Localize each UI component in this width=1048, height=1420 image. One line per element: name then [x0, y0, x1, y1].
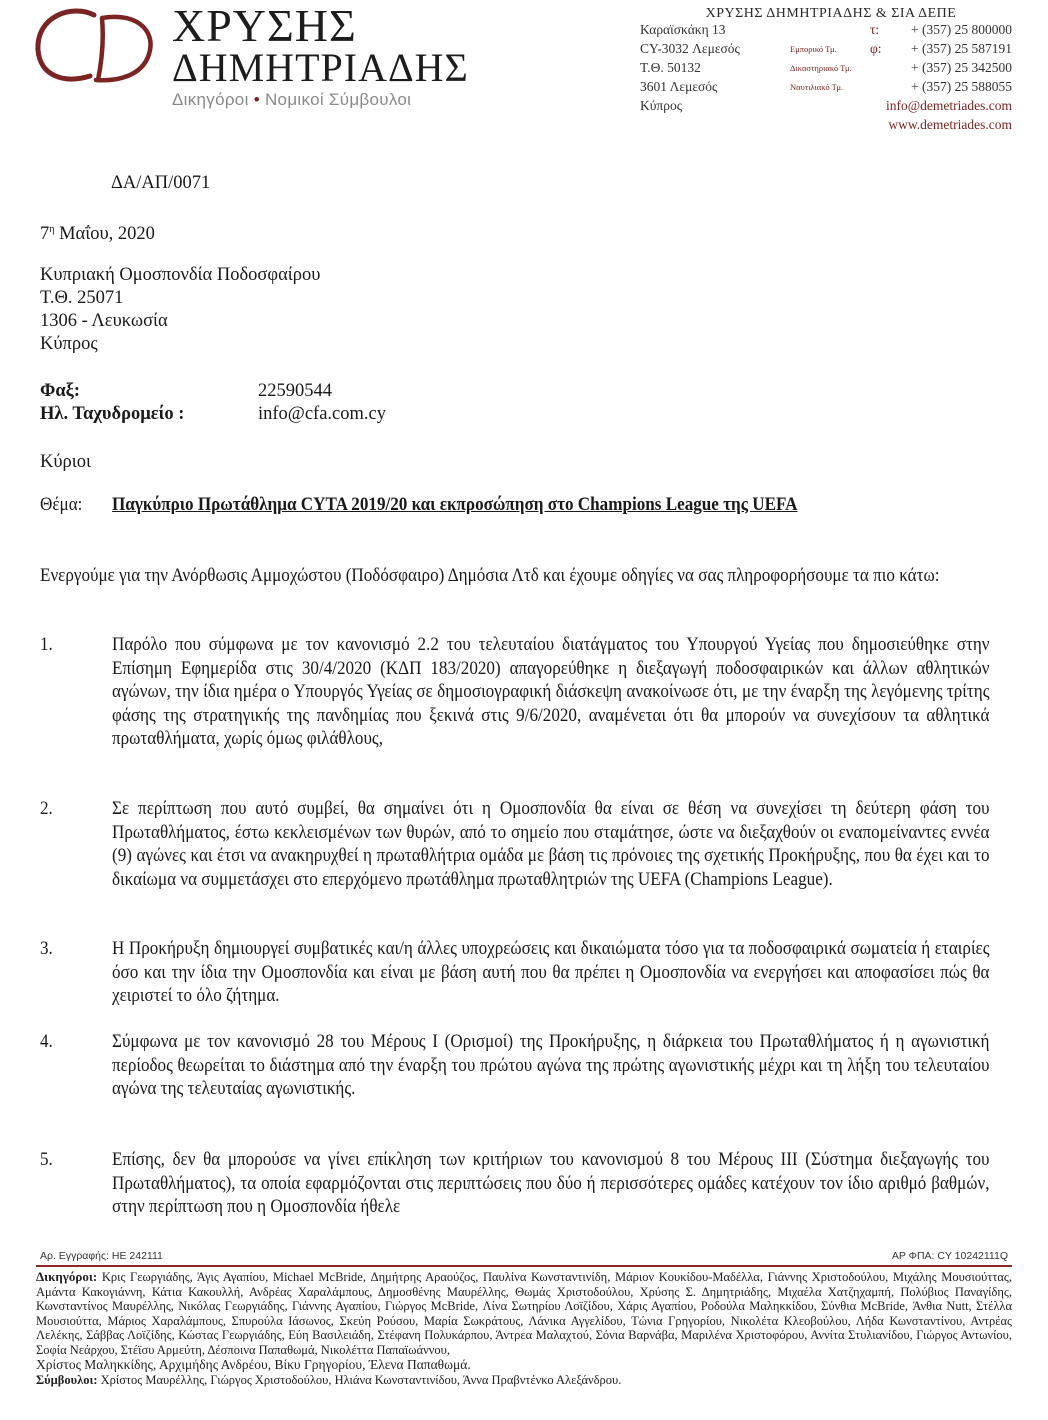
fax-row: [40, 380, 386, 403]
paragraph-text: Η Προκήρυξη δημιουργεί συμβατικές και/η άλλες υποχρεώσεις και δικαιώματα τόσο για τα ποδοσφαιρικά σωματεία ή εταιρίες όσο και την ίδια την Ομοσπονδία και είναι με βάση αυτή που θα πρέπει η Ομοσπονδία να ενεργήσει και αποφασίσει πώς θα χειριστεί το όλο ζήτημα.: [112, 938, 990, 1006]
phone-number: + (357) 25 342500: [911, 60, 1012, 75]
date-rest: Μαΐου, 2020: [54, 224, 155, 244]
advisors-label: Σύμβουλοι:: [36, 1373, 98, 1388]
brand-line-2: ΔΗΜΗΤΡΙΑΔΗΣ: [172, 45, 469, 90]
recipient-line: Τ.Θ. 25071: [40, 288, 124, 308]
reference-number: ΔΑ/ΑΠ/0071: [111, 173, 211, 193]
advisors-names: Χρίστος Μαυρέλλης, Γιώργος Χριστοδούλου, Ηλιάνα Κωνσταντινίδου, Άννα Πραβντένκο Αλεξάνδρου.: [100, 1373, 622, 1388]
paragraph-text: Επίσης, δεν θα μπορούσε να γίνει επίκληση των κριτήριων του κανονισμού 8 του Μέρους ΙΙΙ (Σύστημα διεξαγωγής του Πρωταθλήματος), τα οποία εφαρμόζονται στις περιπτώσεις που δύο ή περισσότερες ομάδες κατέχουν τον ίδιο αριθμό βαθμών, στην περίπτωση που η Ομοσπονδία ήθελε: [112, 1149, 990, 1217]
phone-label: τ:: [870, 22, 880, 37]
department-label: Εμπορικό Τμ.: [790, 44, 837, 54]
address-line: Κύπρος: [640, 98, 683, 113]
email-value[interactable]: info@cfa.com.cy: [258, 404, 386, 424]
date-day: 7: [40, 224, 50, 244]
tagline-separator: •: [253, 90, 260, 109]
paragraph-number: 5.: [40, 1149, 53, 1170]
paragraph-number: 3.: [40, 938, 53, 959]
fax-label: Φαξ:: [40, 381, 81, 401]
footer-divider: [36, 1265, 1012, 1267]
brand-tagline: [172, 90, 469, 110]
address-line: Καραϊσκάκη 13: [640, 22, 726, 37]
address-line: Τ.Θ. 50132: [640, 60, 701, 75]
lawyers-names-tail: Χρίστος Μαληκκίδης, Αρχιμήδης Ανδρέου, Βίκυ Γρηγορίου, Έλενα Παπαθωμά.: [36, 1356, 471, 1372]
contact-row: [640, 41, 1012, 60]
recipient-contacts: [40, 380, 386, 426]
paragraph-number: 4.: [40, 1031, 53, 1052]
contact-row: [640, 60, 1012, 79]
brand-line-1: ΧΡΥΣΗΣ: [172, 0, 357, 51]
firm-contact-block: [640, 6, 1012, 136]
fax-value: 22590544: [258, 381, 332, 401]
paragraph-number: 2.: [40, 798, 53, 819]
phone-number: + (357) 25 587191: [911, 41, 1012, 56]
letter-date: [40, 218, 155, 246]
phone-number: + (357) 25 588055: [911, 79, 1012, 94]
paragraph-text: Παρόλο που σύμφωνα με τον κανονισμό 2.2 του τελευταίου διατάγματος του Υπουργού Υγείας που δημοσιεύθηκε στην Επίσημη Εφημερίδα στις 30/4/2020 (ΚΔΠ 183/2020) απαγορεύθηκε η διεξαγωγή ποδοσφαιρικών και άλλων αθλητικών αγώνων, την ίδια ημέρα ο Υπουργός Υγείας σε δημοσιογραφική διάσκεψη ανακοίνωσε ότι, με την έναρξη της λεγόμενης τρίτης φάσης της στρατηγικής της πανδημίας που ξεκινά στις 9/6/2020, αναμένεται ότι θα μπορούν να συνεχίσουν τα αθλητικά πρωταθλήματα, χωρίς όμως φιλάθλους,: [112, 634, 990, 749]
firm-email-link[interactable]: info@demetriades.com: [885, 98, 1012, 113]
tagline-right: Νομικοί Σύμβουλοι: [264, 90, 412, 109]
paragraph-text: Σύμφωνα με τον κανονισμό 28 του Μέρους Ι (Ορισμοί) της Προκήρυξης, η διάρκεια του Πρωταθλήματος ή η αγωνιστική περίοδος θεωρείται το διάστημα από την έναρξη του πρώτου αγώνα της πρώτης αγωνιστικής μέχρι και τη λήξη του τελευταίου αγώνα της τελευταίας αγωνιστικής.: [112, 1031, 990, 1099]
address-line: CY-3032 Λεμεσός: [640, 41, 740, 56]
cd-monogram-logo-icon: [32, 6, 157, 86]
subject-label: Θέμα:: [40, 494, 83, 515]
lawyers-names: Κρις Γεωργιάδης, Άγις Αγαπίου, Michael McBride, Δημήτρης Αραούζος, Παυλίνα Κωνσταντινίδη, Μάριον Κουκίδου-Μαδέλλα, Γιάννης Χριστοδούλου, Μιχάλης Μουσιούττας, Αμάντα Κακογιάννη, Κάτια Κακουλλή, Ανδρέας Χαραλάμπους, Δημοσθένης Μαυρέλλης, Θωμάς Χριστοδούλου, Χρύσης Σ. Δημητριάδης, Μιχαέλα Χατζηχαμπή, Πολύβιος Παναγίδης, Κωνσταντίνος Μαυρέλλης, Νικόλας Γεωργιάδης, Γιάννης Αγαπίου, Γιώργος McBride, Λίνα Σωτηρίου Λοϊζίδου, Χάρις Αγαπίου, Ροδούλα Μαληκκίδου, Σύνθια McBride, Άνθια Nutt, Στέλλα Μουσιούττα, Μάριος Χαραλάμπους, Σπυρούλα Ιάσωνος, Σκεύη Ρούσου, Μαρία Σωκράτους, Λάνικα Αγγελίδου, Τώνια Γρηγορίου, Νικολέτα Κλεοβούλου, Λήδα Κωνσταντίνου, Αντρέας Λελέκης, Σάββας Λοϊζίδης, Κώστας Γεωργιάδης, Εύη Βασιλειάδη, Στέφανη Πολυκάρπου, Άντρεα Μαλαχτού, Σόνια Βαρνάβα, Μαριλένα Χριστοφόρου, Αννίτα Στυλιανίδου, Γιώργος Αντωνίου, Σοφία Νεάρχου, Στέϊσυ Αρμεύτη, Δέσποινα Παπαθωμά, Νικολέττα Παπαϊωάννου,: [36, 1270, 1013, 1357]
registration-number: Αρ. Εγγραφής: ΗΕ 242111: [40, 1250, 163, 1262]
contact-row: [640, 22, 1012, 41]
advisors-list: [36, 1373, 1012, 1388]
recipient-line: 1306 - Λευκωσία: [40, 311, 168, 331]
lawyers-list: [36, 1270, 1012, 1372]
paragraph-number: 1.: [40, 634, 53, 655]
date-ordinal: η: [49, 224, 55, 235]
tagline-left: Δικηγόροι: [172, 90, 249, 109]
department-label: Ναυτιλιακό Τμ.: [790, 82, 844, 92]
recipient-line: Κυπριακή Ομοσπονδία Ποδοσφαίρου: [40, 265, 321, 285]
registration-row: [36, 1250, 1012, 1263]
contact-row: [640, 98, 1012, 117]
letter-footer: [36, 1250, 1012, 1388]
firm-name: ΧΡΥΣΗΣ ΔΗΜΗΤΡΙΑΔΗΣ & ΣΙΑ ΔΕΠΕ: [705, 6, 957, 21]
phone-number: + (357) 25 800000: [911, 22, 1012, 37]
contact-row: [640, 79, 1012, 98]
intro-paragraph: Ενεργούμε για την Ανόρθωσις Αμμοχώστου (Ποδόσφαιρο) Δημόσια Λτδ και έχουμε οδηγίες να σας πληροφορήσουμε τα πιο κάτω:: [40, 565, 940, 586]
email-row: [40, 403, 386, 426]
brand-wordmark: [172, 0, 469, 110]
subject-text: Παγκύπριο Πρωτάθλημα CYTA 2019/20 και εκπροσώπηση στο Champions League της UEFA: [112, 494, 798, 515]
paragraph-text: Σε περίπτωση που αυτό συμβεί, θα σημαίνει ότι η Ομοσπονδία θα είναι σε θέση να συνεχίσει τη δεύτερη φάση του Πρωταθλήματος, έστω κεκλεισμένων των θυρών, από το σημείο που σταμάτησε, ώστε να διεξαχθούν οι εναπομείναντες εννέα (9) αγώνες και έτσι να ανακηρυχθεί η πρωταθλήτρια ομάδα με βάση τις πρόνοιες της σχετικής Προκήρυξης, που θα έχει και το δικαίωμα να συμμετάσχει στο επερχόμενο πρωτάθλημα πρωταθλητριών της UEFA (Champions League).: [112, 798, 990, 890]
fax-label: φ:: [870, 41, 882, 56]
vat-number: ΑΡ ΦΠΑ: CY 10242111Q: [891, 1250, 1008, 1262]
recipient-address: [40, 264, 320, 356]
firm-website-link[interactable]: www.demetriades.com: [888, 117, 1012, 132]
department-label: Δικαστηριακό Τμ.: [790, 63, 852, 73]
lawyers-label: Δικηγόροι:: [36, 1269, 98, 1284]
salutation: Κύριοι: [40, 452, 91, 472]
email-label: Ηλ. Ταχυδρομείο :: [40, 404, 185, 424]
address-line: 3601 Λεμεσός: [640, 79, 718, 94]
recipient-line: Κύπρος: [40, 334, 98, 354]
